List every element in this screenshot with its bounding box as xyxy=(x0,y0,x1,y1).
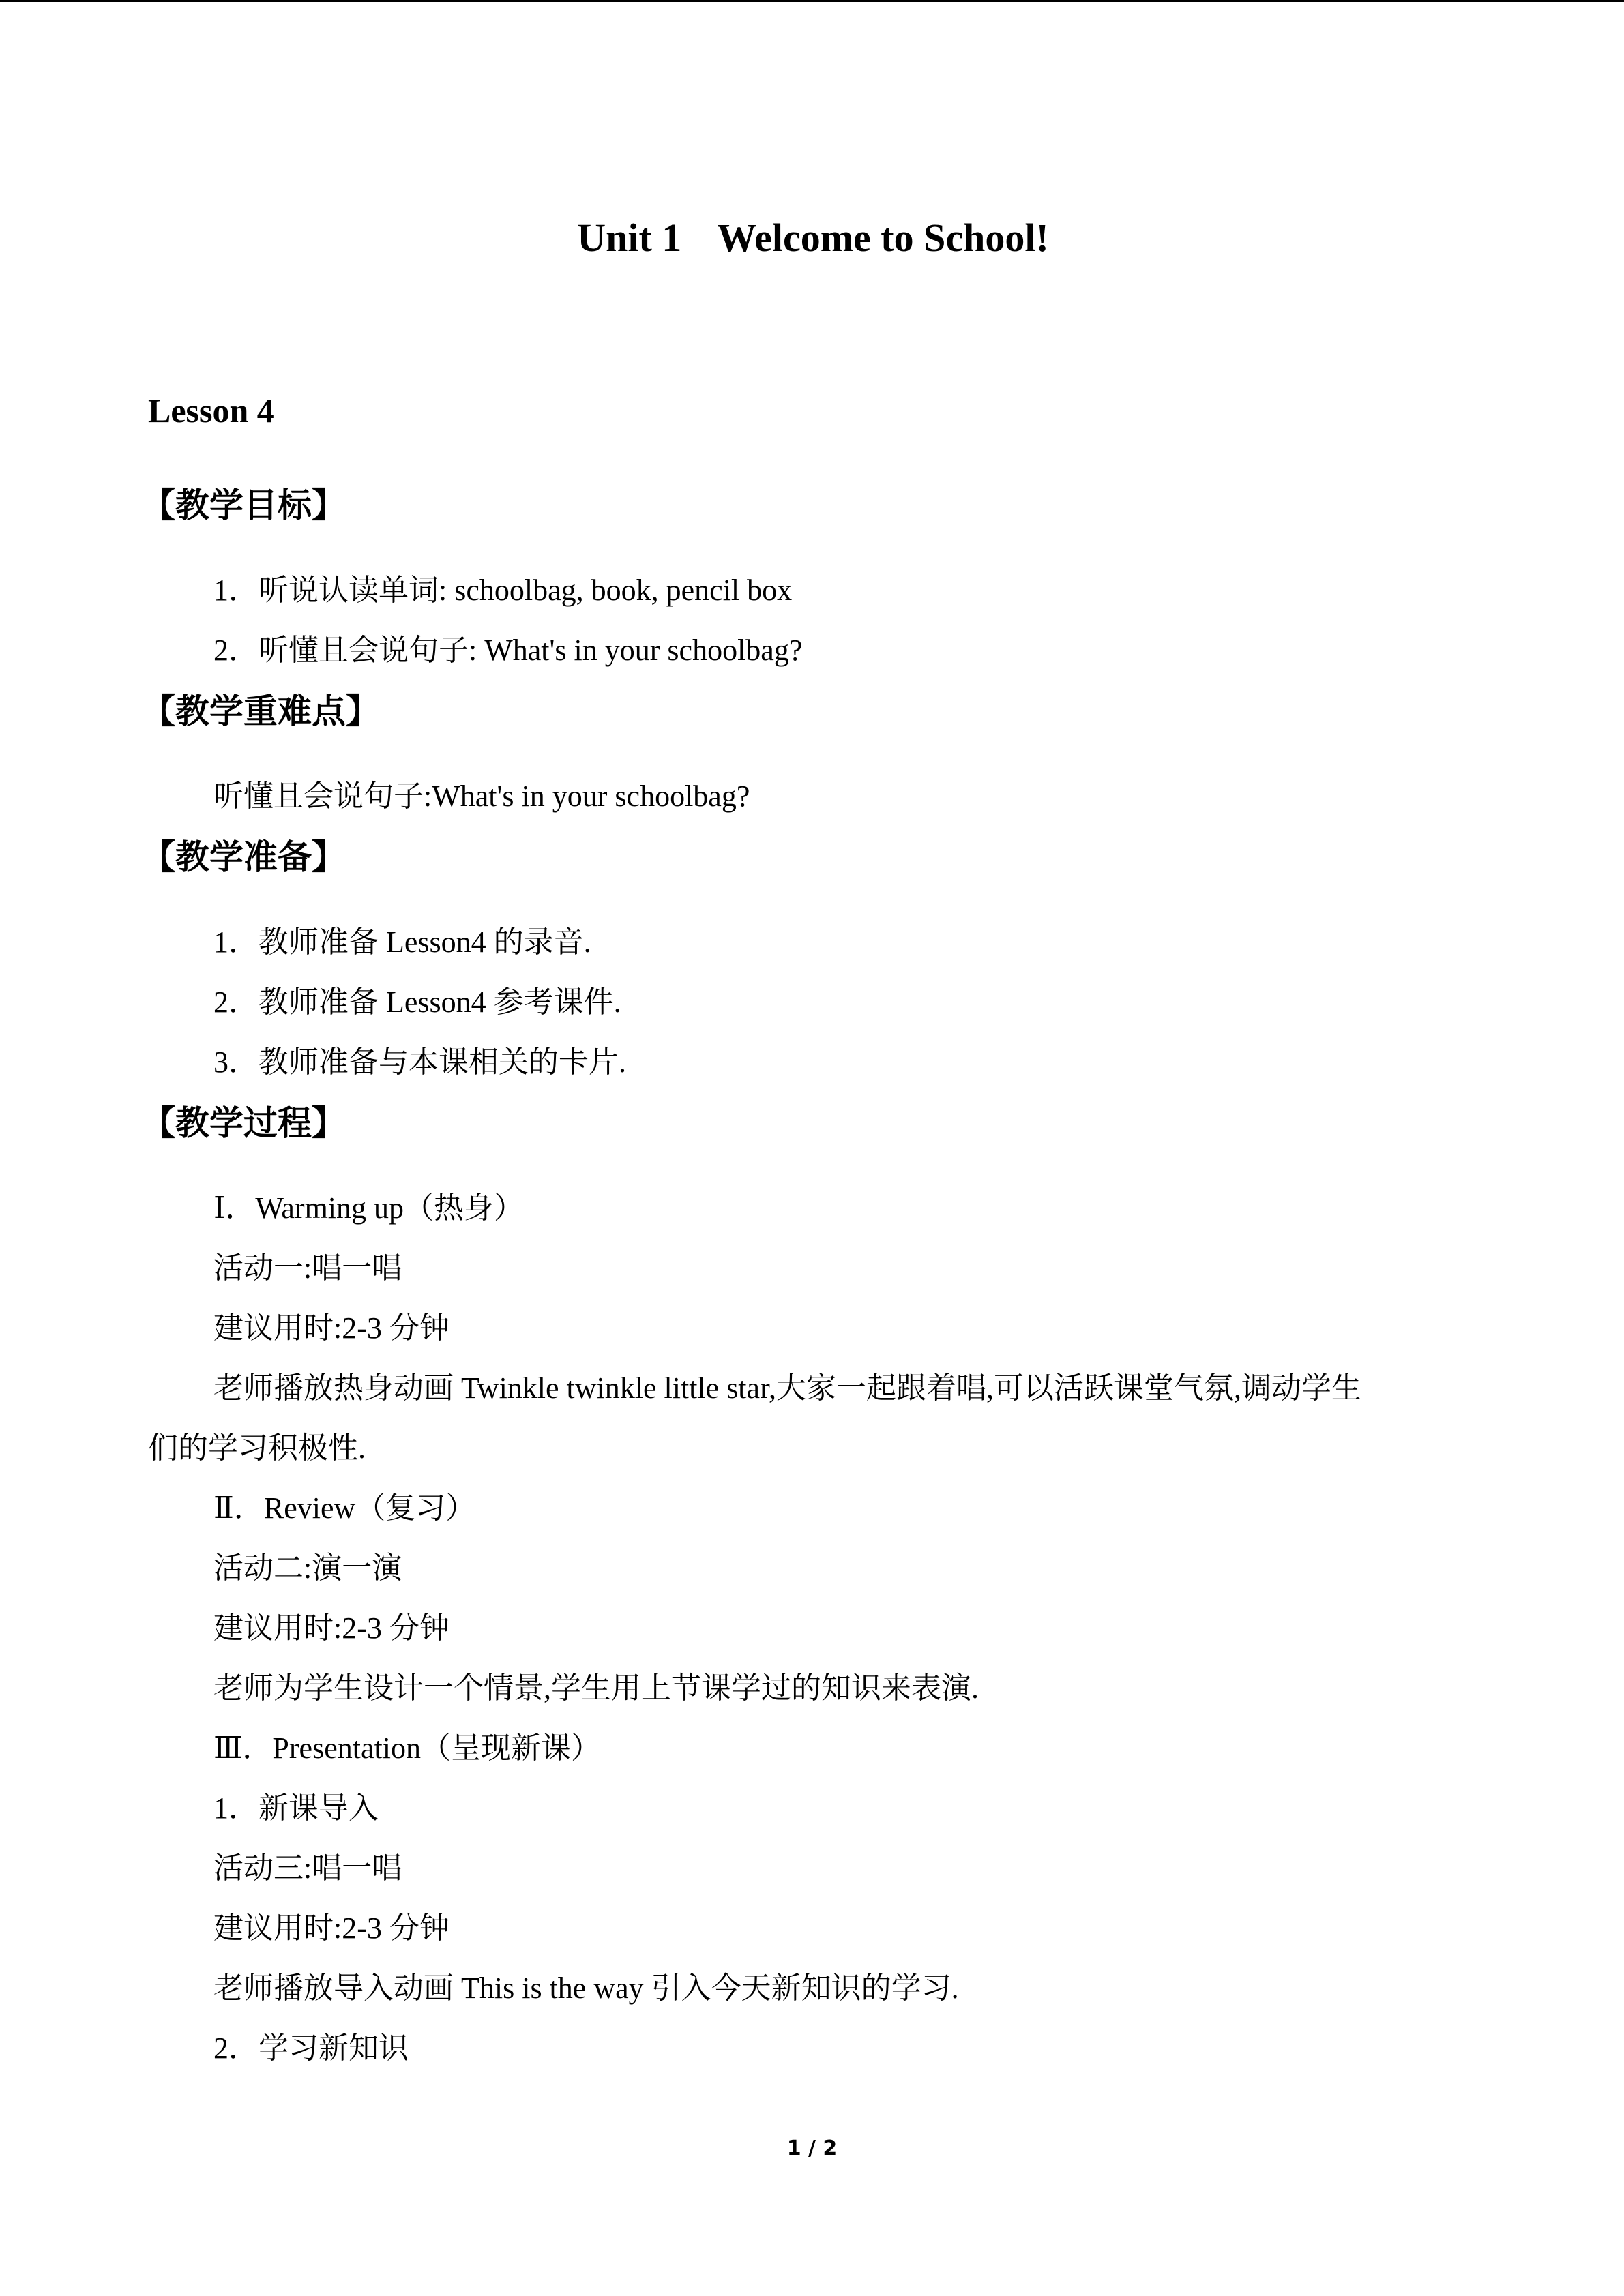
goal-item-2: 2．听懂且会说句子: What's in your schoolbag? xyxy=(213,633,803,667)
preparation-item-3: 3．教师准备与本课相关的卡片. xyxy=(213,1045,626,1079)
process-line-11: 1．新课导入 xyxy=(213,1791,379,1825)
key-points-text: 听懂且会说句子:What's in your schoolbag? xyxy=(213,779,750,813)
title-name: Welcome to School! xyxy=(717,215,1049,260)
process-line-3: 建议用时:2-3 分钟 xyxy=(213,1311,449,1345)
section-heading-goals: 【教学目标】 xyxy=(141,486,346,525)
process-line-4: 老师播放热身动画 Twinkle twinkle little star,大家一起跟着唱,可以活跃课堂气氛,调动学生 xyxy=(213,1371,1361,1405)
process-line-15: 2．学习新知识 xyxy=(213,2031,409,2065)
document-title xyxy=(148,215,1478,260)
lesson-heading: Lesson 4 xyxy=(148,391,274,430)
process-line-12: 活动三:唱一唱 xyxy=(213,1851,402,1885)
process-line-5: 们的学习积极性. xyxy=(148,1431,366,1465)
page-number: 1 / 2 xyxy=(786,2136,838,2160)
process-line-1: Ⅰ．Warming up（热身） xyxy=(213,1191,525,1225)
section-heading-preparation: 【教学准备】 xyxy=(141,837,346,877)
section-heading-key-points: 【教学重难点】 xyxy=(141,691,380,731)
process-line-7: 活动二:演一演 xyxy=(213,1551,402,1585)
section-heading-process: 【教学过程】 xyxy=(141,1103,346,1143)
process-line-8: 建议用时:2-3 分钟 xyxy=(213,1611,449,1645)
process-line-10: Ⅲ．Presentation（呈现新课） xyxy=(213,1731,601,1765)
process-line-2: 活动一:唱一唱 xyxy=(213,1251,402,1285)
preparation-item-1: 1．教师准备 Lesson4 的录音. xyxy=(213,925,591,959)
preparation-item-2: 2．教师准备 Lesson4 参考课件. xyxy=(213,985,621,1019)
title-unit: Unit 1 xyxy=(577,215,682,260)
process-line-14: 老师播放导入动画 This is the way 引入今天新知识的学习. xyxy=(213,1971,959,2005)
process-line-6: Ⅱ．Review（复习） xyxy=(213,1491,476,1525)
goal-item-1: 1．听说认读单词: schoolbag, book, pencil box xyxy=(213,573,793,607)
process-line-9: 老师为学生设计一个情景,学生用上节课学过的知识来表演. xyxy=(213,1671,979,1705)
process-line-13: 建议用时:2-3 分钟 xyxy=(213,1911,449,1945)
